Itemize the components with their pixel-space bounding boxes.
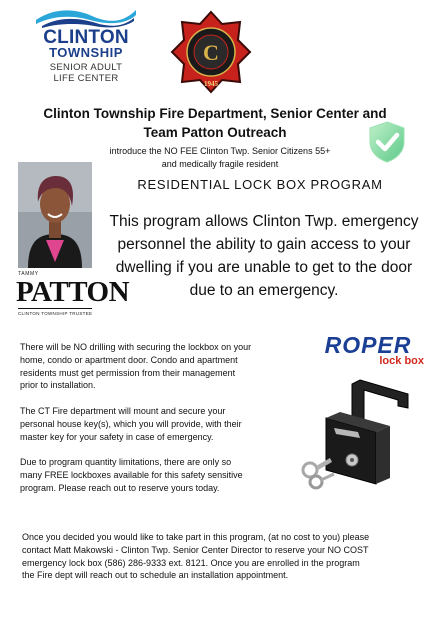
paragraph-line: prior to installation.	[20, 380, 96, 391]
logo-clinton-text: CLINTON	[43, 27, 129, 48]
wave-logo-icon	[34, 6, 138, 28]
trustee-title: CLINTON TOWNSHIP TRUSTEE	[18, 311, 93, 316]
detail-paragraph-limitations	[20, 456, 292, 494]
logo-township-text: TOWNSHIP	[49, 45, 123, 60]
closing-line: the Fire dept will reach out to schedule an installation appointment.	[22, 570, 289, 581]
logo-subtitle-line2: LIFE CENTER	[53, 72, 119, 84]
description-line: This program allows Clinton Twp. emergency	[109, 213, 419, 230]
lockbox-product-image	[290, 374, 420, 496]
description-line: due to an emergency.	[189, 282, 339, 299]
paragraph-line: personal house key(s), which you will provide, with their	[20, 418, 242, 429]
description-line: personnel the ability to gain access to your	[117, 236, 411, 253]
roper-lockbox-logo	[310, 334, 426, 368]
closing-line: contact Matt Makowski - Clinton Twp. Senior Center Director to reserve your NO COST	[22, 544, 369, 555]
paragraph-line: home, condo or apartment door. Condo and apartment	[20, 354, 238, 365]
paragraph-line: master key for your safety in case of emergency.	[20, 431, 214, 442]
clinton-township-logo	[22, 6, 138, 98]
fire-department-emblem-icon	[170, 10, 252, 94]
trustee-portrait	[18, 162, 92, 268]
trustee-first-name: TAMMY	[18, 271, 39, 277]
contact-instructions	[22, 531, 422, 582]
logo-subtitle	[26, 63, 146, 84]
headline-line2: Team Patton Outreach	[143, 125, 287, 140]
program-description	[104, 210, 424, 302]
paragraph-line: residents must get permission from their management	[20, 367, 236, 378]
paragraph-line: program. Please reach out to reserve yours today.	[20, 482, 220, 493]
program-details	[20, 341, 292, 507]
roper-brand-name: ROPER	[324, 332, 412, 358]
headline	[40, 104, 390, 142]
emblem-year: 1945	[204, 80, 218, 88]
emblem-letter: C	[203, 40, 219, 65]
logo-subtitle-line1: SENIOR ADULT	[49, 62, 123, 73]
detail-paragraph-mounting	[20, 405, 292, 443]
paragraph-line: The CT Fire department will mount and secure your	[20, 405, 226, 416]
shield-check-icon	[366, 120, 408, 164]
intro-text	[70, 145, 370, 171]
intro-line2: and medically fragile resident	[161, 159, 279, 169]
headline-line1: Clinton Township Fire Department, Senior Center and	[43, 106, 387, 121]
closing-line: Once you decided you would like to take part in this program, (at no cost to you) please	[22, 532, 370, 542]
intro-line1: introduce the NO FEE Clinton Twp. Senior Citizens 55+	[109, 146, 331, 156]
description-line: dwelling if you are unable to get to the door	[115, 259, 413, 276]
closing-line: emergency lock box (586) 286-9333 ext. 8121. Once you are enrolled in the program	[22, 557, 360, 568]
name-divider	[18, 308, 92, 309]
trustee-last-name: PATTON	[16, 276, 130, 308]
paragraph-line: many FREE lockboxes available for this safety sensitive	[20, 469, 243, 480]
detail-paragraph-no-drilling	[20, 341, 292, 392]
paragraph-line: Due to program quantity limitations, there are only so	[20, 457, 232, 468]
roper-brand-sub: lock box	[379, 355, 424, 367]
program-title: RESIDENTIAL LOCK BOX PROGRAM	[137, 177, 383, 192]
paragraph-line: There will be NO drilling with securing the lockbox on your	[20, 342, 252, 352]
